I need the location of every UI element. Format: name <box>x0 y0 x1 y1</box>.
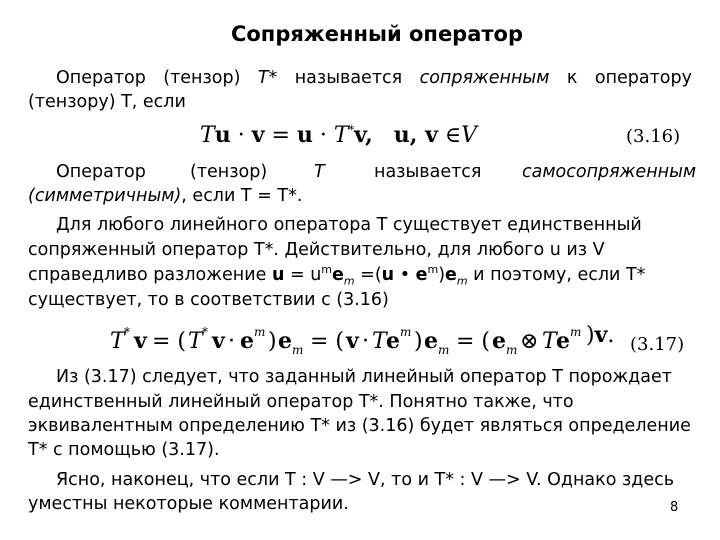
equation-3-17-tail: )v. <box>586 322 615 348</box>
svg-text:e: e <box>240 328 254 354</box>
svg-text:= (: = ( <box>152 329 187 354</box>
svg-text:*: * <box>202 325 208 339</box>
paragraph-5-line-1: Ясно, наконец, что если T : V —> V, то и T* : V —> V. Однако здесь <box>56 470 675 490</box>
svg-text:*: * <box>124 325 130 339</box>
equation-number-3-16: (3.16) <box>626 126 681 147</box>
svg-text:e: e <box>492 328 506 354</box>
svg-text:m: m <box>570 325 582 339</box>
svg-text:): ) <box>414 329 423 354</box>
word: оператору <box>594 68 692 88</box>
paragraph-4-line-3: эквивалентным определению T* из (3.16) будет являться определение <box>28 416 691 436</box>
paragraph-4-line-2: единственный линейный оператор T*. Понятно также, что <box>28 392 574 412</box>
svg-text:v: v <box>134 328 147 354</box>
svg-text:T: T <box>110 329 125 354</box>
svg-text:= (: = ( <box>456 329 491 354</box>
page-title: Сопряженный оператор <box>230 22 524 46</box>
svg-text:m: m <box>292 343 304 357</box>
equation-3-16: Tu · v = u · T*v, u, v ∈V <box>200 122 478 148</box>
svg-text:·: · <box>228 329 235 354</box>
paragraph-5-line-2: уместны некоторые комментарии. <box>28 494 349 514</box>
svg-text:v: v <box>212 328 225 354</box>
svg-text:v: v <box>346 328 359 354</box>
svg-text:T: T <box>188 329 203 354</box>
svg-text:·: · <box>362 329 369 354</box>
word: к <box>566 68 578 88</box>
svg-text:m: m <box>438 343 450 357</box>
svg-text:e: e <box>278 328 292 354</box>
svg-text:): ) <box>268 329 277 354</box>
paragraph-3-line-4: существует, то в соответствии с (3.16) <box>28 290 389 310</box>
svg-text:= (: = ( <box>310 329 345 354</box>
equation-3-17 <box>110 316 590 362</box>
word: Оператор <box>56 68 146 88</box>
svg-text:⊗: ⊗ <box>520 329 539 354</box>
svg-text:m: m <box>506 343 518 357</box>
paragraph-1-line-2: (тензору) T, если <box>28 92 186 112</box>
paragraph-1-line-1 <box>56 66 692 90</box>
equation-number-3-17: (3.17) <box>630 334 685 355</box>
paragraph-3-line-3: справедливо разложение $u = u^me_m =(u$ • $e^m)e_m$ и поэтому, если T* <box>28 263 646 288</box>
svg-text:e: e <box>424 328 438 354</box>
svg-text:T: T <box>372 329 387 354</box>
word: T* <box>257 68 278 88</box>
paragraph-3-line-2: сопряженный оператор T*. Действительно, для любого u из V <box>28 240 605 260</box>
svg-text:T: T <box>542 329 557 354</box>
svg-text:e: e <box>556 328 570 354</box>
paragraph-4-line-1: Из (3.17) следует, что заданный линейный оператор T порождает <box>56 367 672 387</box>
svg-text:m: m <box>254 325 266 339</box>
word: сопряженным <box>419 68 550 88</box>
paragraph-3-line-1: Для любого линейного оператора T существует единственный <box>56 215 642 235</box>
word: (тензор) <box>163 68 241 88</box>
word: называется <box>294 68 403 88</box>
paragraph-2-line-2: (симметричным), если T = T*. <box>28 186 303 206</box>
svg-text:e: e <box>386 328 400 354</box>
svg-text:m: m <box>400 325 412 339</box>
paragraph-4-line-4: T* с помощью (3.17). <box>28 440 220 460</box>
paragraph-2-line-1: Оператор (тензор) T называется самосопряженным <box>56 162 697 182</box>
page-number: 8 <box>670 500 679 515</box>
